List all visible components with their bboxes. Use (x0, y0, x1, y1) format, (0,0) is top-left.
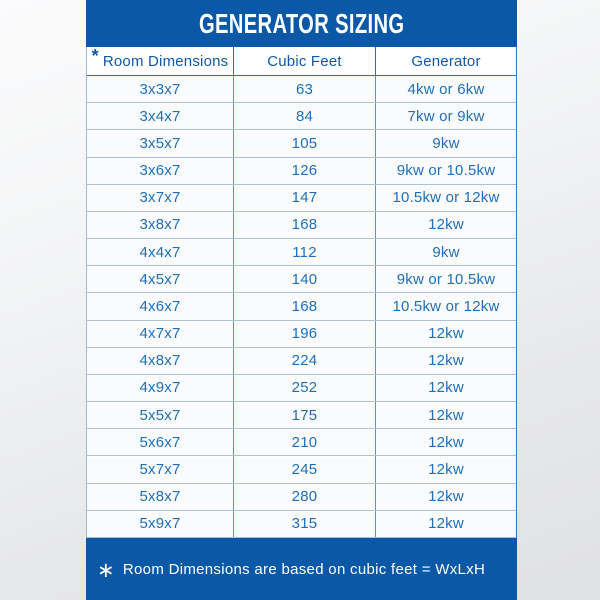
cell-cubic-feet: 315 (234, 511, 376, 537)
cell-room-dimensions: 5x8x7 (87, 484, 234, 510)
title-bar (86, 0, 517, 47)
table-row (87, 158, 516, 185)
cell-cubic-feet: 126 (234, 158, 376, 184)
cell-room-dimensions: 3x6x7 (87, 158, 234, 184)
cell-cubic-feet: 168 (234, 293, 376, 319)
cell-generator: 9kw or 10.5kw (396, 162, 496, 180)
cell-cubic-feet: 252 (234, 375, 376, 401)
cell-room-dimensions: 3x5x7 (87, 130, 234, 156)
table-row (87, 321, 516, 348)
table-body (87, 76, 516, 538)
cell-room-dimensions: 4x6x7 (87, 293, 234, 319)
table-row (87, 239, 516, 266)
table-row (87, 185, 516, 212)
table-row (87, 348, 516, 375)
cell-generator: 10.5kw or 12kw (392, 189, 500, 207)
column-header-label: Generator (411, 52, 481, 70)
cell-cubic-feet: 245 (234, 456, 376, 482)
footnote-bar (86, 538, 517, 600)
table-row (87, 266, 516, 293)
cell-generator: 12kw (428, 216, 464, 234)
table-row (87, 212, 516, 239)
table-row (87, 293, 516, 320)
cell-room-dimensions: 5x5x7 (87, 402, 234, 428)
table-row (87, 456, 516, 483)
cell-generator: 10.5kw or 12kw (392, 297, 500, 315)
cell-generator: 12kw (428, 379, 464, 397)
cell-cubic-feet: 63 (234, 76, 376, 102)
cell-generator: 12kw (428, 433, 464, 451)
column-header-room-dimensions (87, 47, 234, 75)
cell-generator: 12kw (428, 352, 464, 370)
generator-sizing-panel (86, 0, 517, 600)
page-title: GENERATOR SIZING (198, 7, 405, 39)
column-header-label: Cubic Feet (267, 52, 342, 70)
cell-room-dimensions: 3x3x7 (87, 76, 234, 102)
table-header-row (87, 47, 516, 76)
cell-generator: 4kw or 6kw (407, 80, 485, 98)
cell-generator: 9kw (432, 243, 460, 261)
cell-generator: 12kw (428, 488, 464, 506)
table-row (87, 484, 516, 511)
cell-room-dimensions: 5x6x7 (87, 429, 234, 455)
cell-room-dimensions: 4x4x7 (87, 239, 234, 265)
cell-cubic-feet: 175 (234, 402, 376, 428)
cell-cubic-feet: 210 (234, 429, 376, 455)
column-header-generator (376, 47, 516, 75)
cell-room-dimensions: 5x7x7 (87, 456, 234, 482)
cell-room-dimensions: 4x7x7 (87, 321, 234, 347)
footnote-text: Room Dimensions are based on cubic feet = WxLxH (122, 560, 486, 578)
cell-generator: 12kw (428, 515, 464, 533)
cell-room-dimensions: 3x7x7 (87, 185, 234, 211)
cell-generator: 12kw (428, 406, 464, 424)
table-row (87, 511, 516, 538)
cell-room-dimensions: 4x8x7 (87, 348, 234, 374)
column-header-cubic-feet (234, 47, 376, 75)
table-row (87, 76, 516, 103)
sizing-table (86, 47, 517, 538)
cell-cubic-feet: 140 (234, 266, 376, 292)
cell-generator: 9kw or 10.5kw (396, 270, 496, 288)
table-row (87, 429, 516, 456)
cell-cubic-feet: 84 (234, 103, 376, 129)
table-row (87, 103, 516, 130)
table-row (87, 375, 516, 402)
cell-generator: 12kw (428, 460, 464, 478)
table-row (87, 130, 516, 157)
asterisk-marker: * (91, 45, 99, 66)
cell-cubic-feet: 147 (234, 185, 376, 211)
cell-cubic-feet: 224 (234, 348, 376, 374)
cell-room-dimensions: 4x5x7 (87, 266, 234, 292)
cell-generator: 12kw (428, 325, 464, 343)
cell-cubic-feet: 280 (234, 484, 376, 510)
cell-room-dimensions: 3x4x7 (87, 103, 234, 129)
cell-cubic-feet: 196 (234, 321, 376, 347)
cell-room-dimensions: 5x9x7 (87, 511, 234, 537)
column-header-label: Room Dimensions (102, 52, 229, 70)
cell-cubic-feet: 105 (234, 130, 376, 156)
cell-cubic-feet: 112 (234, 239, 376, 265)
cell-generator: 9kw (432, 134, 460, 152)
cell-cubic-feet: 168 (234, 212, 376, 238)
cell-room-dimensions: 4x9x7 (87, 375, 234, 401)
cell-generator: 7kw or 9kw (407, 107, 485, 125)
asterisk-marker: ∗ (97, 558, 115, 582)
table-row (87, 402, 516, 429)
cell-room-dimensions: 3x8x7 (87, 212, 234, 238)
